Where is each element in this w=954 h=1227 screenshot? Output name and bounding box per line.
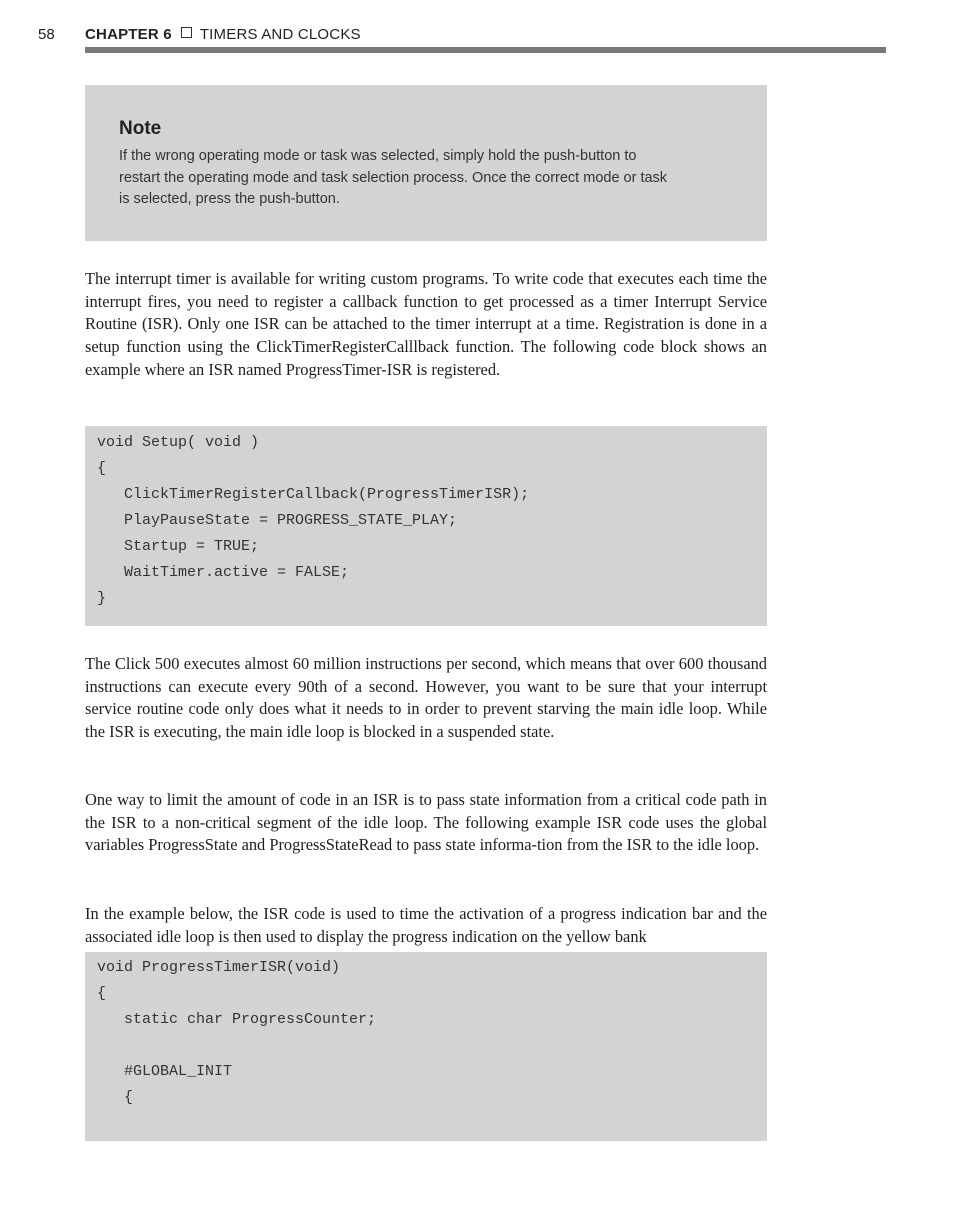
chapter-label: CHAPTER 6 bbox=[85, 26, 172, 43]
code-block-setup bbox=[85, 426, 767, 626]
page-header bbox=[0, 0, 954, 60]
paragraph-limit-code: One way to limit the amount of code in an ISR is to pass state information from a critical code path in the ISR to a non-critical segment of the idle loop. The following example ISR code uses the global variables ProgressState and ProgressStateRead to pass state informa-tion from the ISR to the idle loop. bbox=[85, 790, 767, 855]
code-line: { bbox=[97, 460, 107, 477]
code-line: static char ProgressCounter; bbox=[97, 1011, 377, 1028]
note-text bbox=[119, 146, 733, 211]
paragraph-example-below: In the example below, the ISR code is used to time the activation of a progress indication bar and the associated idle loop is then used to display the progress indication on the yellow bank bbox=[85, 904, 767, 946]
code-line: PlayPauseState = PROGRESS_STATE_PLAY; bbox=[97, 512, 458, 529]
code-line: void Setup( void ) bbox=[97, 434, 260, 451]
code-line: } bbox=[97, 590, 107, 607]
box-separator-icon bbox=[181, 27, 192, 38]
note-line: restart the operating mode and task selection process. Once the correct mode or task bbox=[119, 169, 668, 186]
running-head bbox=[85, 26, 361, 43]
paragraph-interrupt-timer: The interrupt timer is available for writing custom programs. To write code that executes each time the interrupt fires, you need to register a callback function to get processed as a timer Interrupt Service Routine (ISR). Only one ISR can be attached to the timer interrupt at a time. Registration is done in a setup function using the ClickTimerRegisterCalllback function. The following code block shows an example where an ISR named ProgressTimer-ISR is registered. bbox=[85, 269, 767, 379]
code-line: { bbox=[97, 985, 107, 1002]
header-rule bbox=[85, 47, 886, 53]
code-block-progress-isr bbox=[85, 952, 767, 1141]
chapter-title: TIMERS AND CLOCKS bbox=[199, 26, 361, 43]
code-line: Startup = TRUE; bbox=[97, 538, 260, 555]
note-box bbox=[85, 85, 767, 241]
code-line: WaitTimer.active = FALSE; bbox=[97, 564, 350, 581]
code-line: void ProgressTimerISR(void) bbox=[97, 959, 341, 976]
code-line bbox=[97, 1033, 767, 1059]
page-number: 58 bbox=[38, 26, 55, 43]
note-line: is selected, press the push-button. bbox=[119, 191, 340, 207]
code-line: #GLOBAL_INIT bbox=[97, 1063, 233, 1080]
code-line: { bbox=[97, 1089, 134, 1106]
code-line: ClickTimerRegisterCallback(ProgressTimerISR); bbox=[97, 486, 530, 503]
note-title: Note bbox=[119, 118, 162, 139]
paragraph-click-500: The Click 500 executes almost 60 million instructions per second, which means that over 600 thousand instructions can execute every 90th of a second. However, you want to be sure that your interrupt service routine code only does what it needs to in order to prevent starving the main idle loop. While the ISR is executing, the main idle loop is blocked in a suspended state. bbox=[85, 654, 767, 742]
note-line: If the wrong operating mode or task was selected, simply hold the push-button to bbox=[119, 148, 637, 164]
